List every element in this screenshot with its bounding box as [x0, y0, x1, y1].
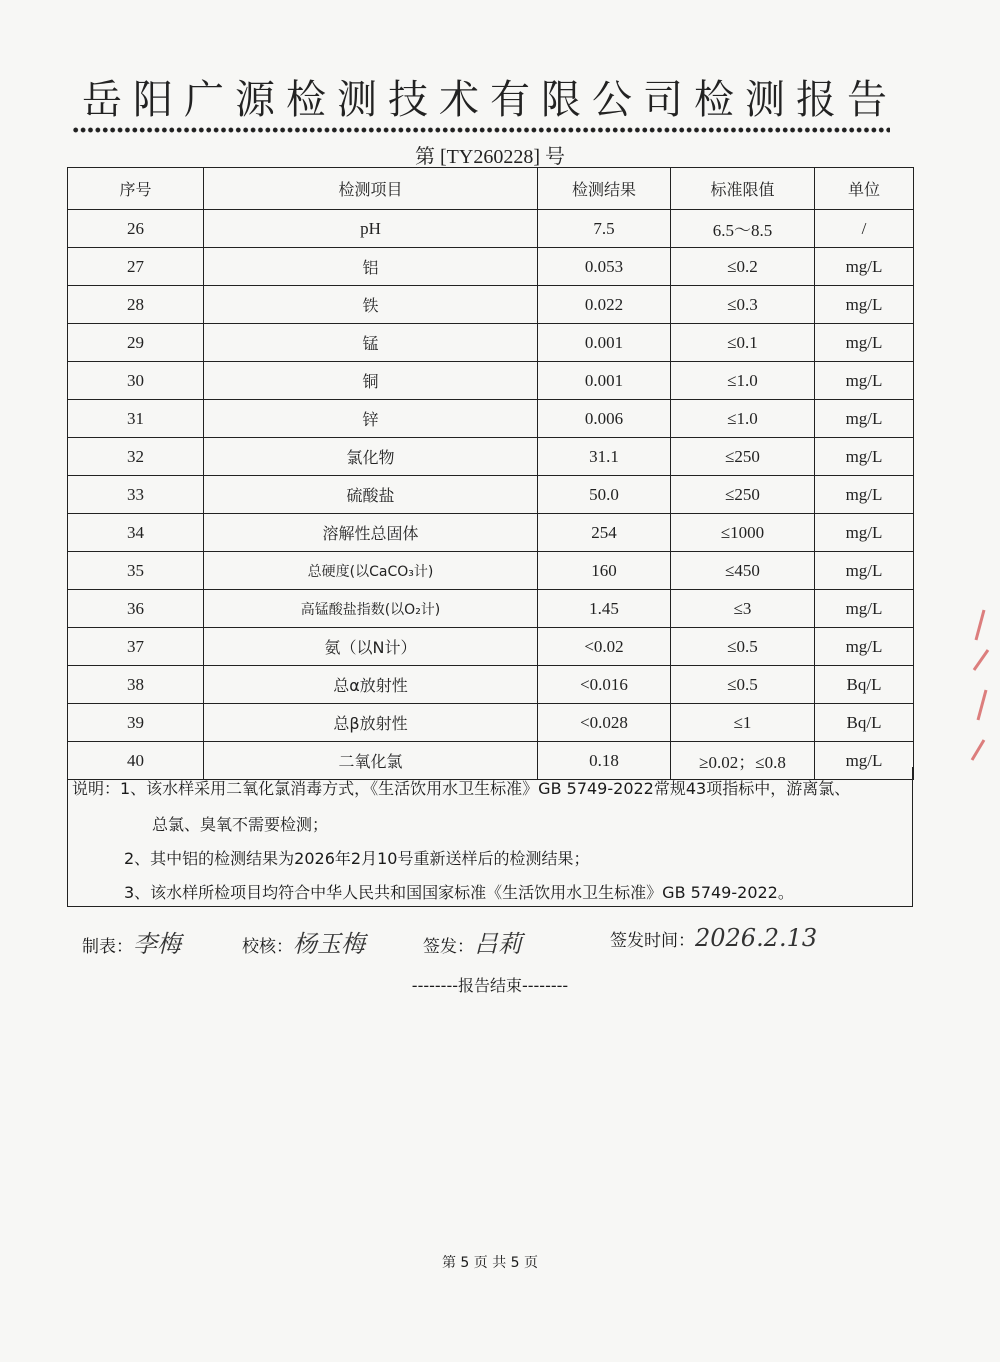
notes-box: [67, 767, 913, 907]
cell-no: 37: [68, 628, 204, 666]
cell-item: 溶解性总固体: [204, 514, 538, 552]
cell-result: 31.1: [538, 438, 671, 476]
cell-limit: 6.5～8.5: [671, 210, 815, 248]
cell-unit: mg/L: [815, 742, 914, 780]
cell-unit: mg/L: [815, 628, 914, 666]
cell-limit: ≤0.5: [671, 666, 815, 704]
cell-item: 铝: [204, 248, 538, 286]
note-line-3: 2、其中铝的检测结果为2026年2月10号重新送样后的检测结果；: [124, 849, 590, 868]
cell-result: 0.022: [538, 286, 671, 324]
cell-item: 二氧化氯: [204, 742, 538, 780]
cell-limit: ≤3: [671, 590, 815, 628]
table-row: [68, 324, 914, 362]
cell-no: 29: [68, 324, 204, 362]
cell-item: 总β放射性: [204, 704, 538, 742]
cell-unit: mg/L: [815, 590, 914, 628]
report-title: 岳阳广源检测技术有限公司检测报告: [82, 77, 898, 123]
cell-limit: ≤450: [671, 552, 815, 590]
cell-limit: ≤1000: [671, 514, 815, 552]
cell-item: pH: [204, 210, 538, 248]
prepared-label: 制表：: [82, 937, 133, 957]
cell-no: 36: [68, 590, 204, 628]
issued-label: 签发：: [423, 937, 474, 957]
cell-result: 0.001: [538, 362, 671, 400]
report-number: 第 [TY260228] 号: [415, 146, 565, 168]
cell-limit: ≤0.3: [671, 286, 815, 324]
cell-no: 38: [68, 666, 204, 704]
checked-label: 校核：: [242, 937, 293, 957]
cell-no: 32: [68, 438, 204, 476]
header-limit: 标准限值: [671, 168, 815, 210]
cell-no: 39: [68, 704, 204, 742]
cell-result: <0.028: [538, 704, 671, 742]
dotted-divider: [72, 126, 890, 134]
header-unit: 单位: [815, 168, 914, 210]
table-row: [68, 476, 914, 514]
cell-limit: ≤250: [671, 476, 815, 514]
cell-no: 26: [68, 210, 204, 248]
cell-result: 0.006: [538, 400, 671, 438]
table-row: [68, 286, 914, 324]
cell-item: 锰: [204, 324, 538, 362]
cell-result: 160: [538, 552, 671, 590]
table-header-row: [68, 168, 914, 210]
header-item: 检测项目: [204, 168, 538, 210]
table-row: [68, 628, 914, 666]
report-end: --------报告结束--------: [411, 976, 569, 995]
cell-result: 254: [538, 514, 671, 552]
issue-date: [610, 924, 817, 952]
cell-unit: /: [815, 210, 914, 248]
header-result: 检测结果: [538, 168, 671, 210]
date-value: 2026.2.13: [695, 924, 818, 952]
table-row: [68, 438, 914, 476]
table-row: [68, 552, 914, 590]
prepared-signature: 李梅: [133, 930, 181, 958]
cell-result: <0.016: [538, 666, 671, 704]
cell-unit: mg/L: [815, 476, 914, 514]
cell-unit: mg/L: [815, 248, 914, 286]
cell-unit: Bq/L: [815, 704, 914, 742]
cell-limit: ≤1.0: [671, 362, 815, 400]
cell-no: 40: [68, 742, 204, 780]
cell-no: 31: [68, 400, 204, 438]
cell-limit: ≥0.02；≤0.8: [671, 742, 815, 780]
cell-no: 33: [68, 476, 204, 514]
cell-limit: ≤0.2: [671, 248, 815, 286]
table-row: [68, 704, 914, 742]
note-line-1: 说明：1、该水样采用二氧化氯消毒方式，《生活饮用水卫生标准》GB 5749-2022常规43项指标中，游离氯、: [72, 779, 851, 798]
cell-limit: ≤0.1: [671, 324, 815, 362]
date-label: 签发时间：: [610, 931, 695, 951]
issued-signature: 吕莉: [474, 930, 522, 958]
table-row: [68, 210, 914, 248]
cell-no: 28: [68, 286, 204, 324]
cell-result: 1.45: [538, 590, 671, 628]
note-line-2: 总氯、臭氧不需要检测；: [152, 815, 329, 834]
issued-by: [423, 924, 522, 959]
cell-result: <0.02: [538, 628, 671, 666]
cell-item: 硫酸盐: [204, 476, 538, 514]
cell-item: 总α放射性: [204, 666, 538, 704]
cell-item: 铜: [204, 362, 538, 400]
cell-result: 50.0: [538, 476, 671, 514]
cell-unit: mg/L: [815, 286, 914, 324]
cell-limit: ≤1.0: [671, 400, 815, 438]
cell-no: 34: [68, 514, 204, 552]
table-row: [68, 666, 914, 704]
cell-unit: mg/L: [815, 400, 914, 438]
cell-item: 锌: [204, 400, 538, 438]
cell-unit: mg/L: [815, 324, 914, 362]
table-row: [68, 400, 914, 438]
cell-unit: mg/L: [815, 438, 914, 476]
cell-unit: mg/L: [815, 362, 914, 400]
checked-signature: 杨玉梅: [293, 930, 365, 958]
cell-result: 0.053: [538, 248, 671, 286]
cell-item: 氯化物: [204, 438, 538, 476]
checked-by: [242, 924, 365, 959]
cell-unit: Bq/L: [815, 666, 914, 704]
table-row: [68, 514, 914, 552]
results-table: [67, 167, 914, 780]
cell-item: 氨（以N计）: [204, 628, 538, 666]
seal-stamp-fragment: [966, 600, 992, 780]
cell-item: 总硬度(以CaCO₃计): [204, 552, 538, 590]
table-row: [68, 590, 914, 628]
cell-result: 0.001: [538, 324, 671, 362]
cell-no: 35: [68, 552, 204, 590]
cell-unit: mg/L: [815, 552, 914, 590]
note-line-4: 3、该水样所检项目均符合中华人民共和国国家标准《生活饮用水卫生标准》GB 5749-2022。: [124, 883, 794, 902]
cell-no: 27: [68, 248, 204, 286]
cell-limit: ≤0.5: [671, 628, 815, 666]
cell-item: 高锰酸盐指数(以O₂计): [204, 590, 538, 628]
table-row: [68, 248, 914, 286]
cell-limit: ≤250: [671, 438, 815, 476]
cell-result: 7.5: [538, 210, 671, 248]
cell-unit: mg/L: [815, 514, 914, 552]
cell-no: 30: [68, 362, 204, 400]
page-footer: 第 5 页 共 5 页: [441, 1255, 539, 1271]
header-no: 序号: [68, 168, 204, 210]
cell-item: 铁: [204, 286, 538, 324]
cell-limit: ≤1: [671, 704, 815, 742]
prepared-by: [82, 924, 181, 959]
table-row: [68, 362, 914, 400]
cell-result: 0.18: [538, 742, 671, 780]
